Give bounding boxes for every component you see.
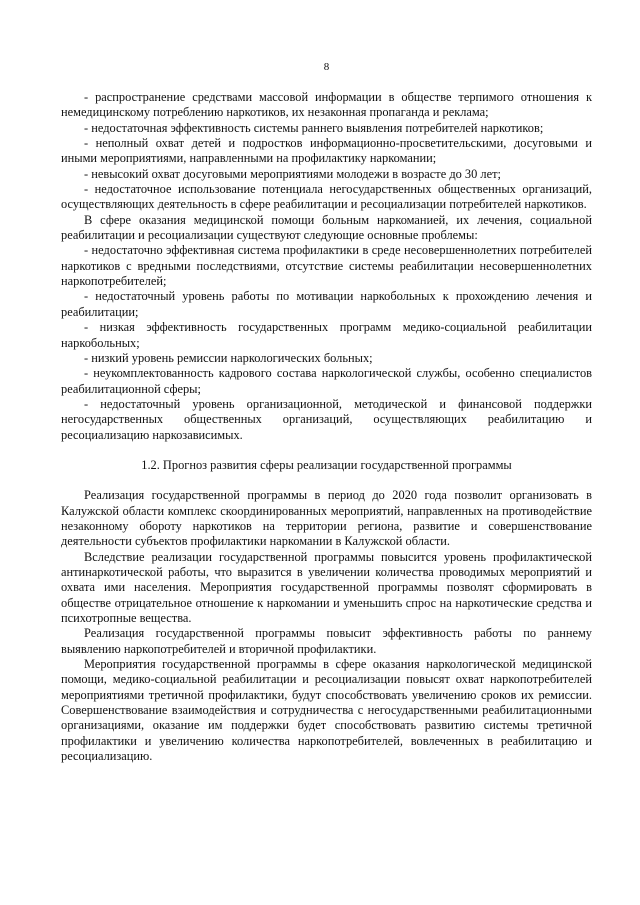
paragraph: Реализация государственной программы в период до 2020 года позволит организовать в Калужской области комплекс скоординированных мероприятий, направленных на противодействие незаконному обороту наркотиков на территории региона, развитие и совершенствование деятельности субъектов профилактики наркомании в Калужской области. [61,488,592,549]
paragraph: Мероприятия государственной программы в сфере оказания наркологической медицинской помощи, медико-социальной реабилитации и ресоциализации повысят охват наркопотребителей мероприятиями третичной профилактики, будут способствовать увеличению сроков их ремиссии. Совершенствование взаимодействия и сотрудничества с негосударственными реабилитационными организациями, оказание им поддержки будет способствовать развитию системы третичной профилактики и увеличению количества наркопотребителей, вовлеченных в реабилитацию и ресоциализацию. [61,657,592,764]
page-number: 8 [323,61,330,73]
problems-list [61,90,592,443]
paragraph: - неукомплектованность кадрового состава наркологической службы, особенно специалистов реабилитационной сферы; [61,366,592,396]
paragraph: - недостаточная эффективность системы раннего выявления потребителей наркотиков; [84,120,544,135]
paragraph: - невысокий охват досуговыми мероприятиями молодежи в возрасте до 30 лет; [84,166,501,181]
paragraph: Реализация государственной программы повысит эффективность работы по раннему выявлению наркопотребителей и вторичной профилактики. [61,626,592,656]
paragraph: - недостаточное использование потенциала негосударственных общественных организаций, осуществляющих деятельность в сфере реабилитации и ресоциализации потребителей наркотиков. [61,182,592,212]
paragraph: - неполный охват детей и подростков информационно-просветительскими, досуговыми и иными мероприятиями, направленными на профилактику наркомании; [61,136,592,166]
paragraph: - недостаточный уровень работы по мотивации наркобольных к прохождению лечения и реабилитации; [61,289,592,319]
paragraph: - недостаточный уровень организационной, методической и финансовой поддержки негосударственных общественных организаций, осуществляющих реабилитацию и ресоциализацию наркозависимых. [61,396,592,442]
paragraph: - недостаточно эффективная система профилактики в среде несовершеннолетних потребителей наркотиков с вредными последствиями, отсутствие системы реабилитации несовершеннолетних наркопотребителей; [61,243,592,289]
section-heading: 1.2. Прогноз развития сферы реализации государственной программы [141,457,512,472]
paragraph: Вследствие реализации государственной программы повысится уровень профилактической антинаркотической работы, что выразится в увеличении количества проводимых мероприятий и охвата ими населения. Мероприятия государственной программы позволят сформировать в обществе отрицательное отношение к наркомании и уменьшить спрос на наркотические средства и психотропные вещества. [61,549,592,625]
paragraph: - низкий уровень ремиссии наркологических больных; [84,350,373,365]
forecast-section [61,488,592,764]
paragraph: - распространение средствами массовой информации в обществе терпимого отношения к немедицинскому потреблению наркотиков, их незаконная пропаганда и реклама; [61,90,592,120]
paragraph: - низкая эффективность государственных программ медико-социальной реабилитации наркобольных; [61,320,592,350]
paragraph: В сфере оказания медицинской помощи больным наркоманией, их лечения, социальной реабилитации и ресоциализации существуют следующие основные проблемы: [61,212,592,243]
